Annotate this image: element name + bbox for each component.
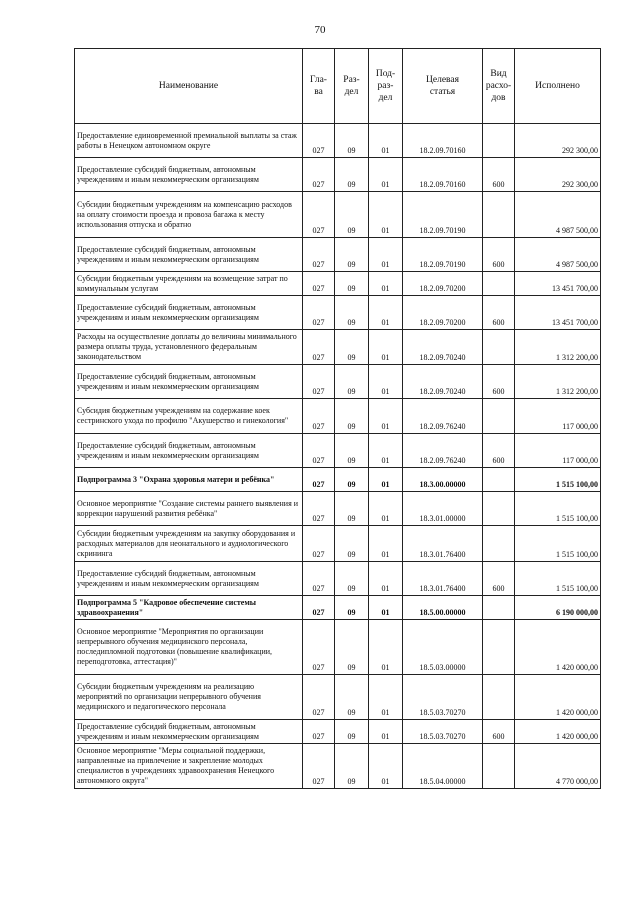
row-razdel: 09 (335, 158, 369, 192)
row-razdel: 09 (335, 675, 369, 720)
row-podrazdel: 01 (369, 434, 403, 468)
row-tselevaya: 18.5.03.70270 (403, 675, 483, 720)
row-tselevaya: 18.3.01.76400 (403, 526, 483, 562)
row-vid (483, 399, 515, 434)
row-name: Субсидии бюджетным учреждениям на реализацию мероприятий по организации непрерывного обучения медицинского и педагогического персонала (75, 675, 303, 720)
table-row (75, 399, 601, 434)
row-vid (483, 468, 515, 492)
row-amount: 292 300,00 (515, 158, 601, 192)
row-vid: 600 (483, 562, 515, 596)
row-podrazdel: 01 (369, 192, 403, 238)
table-row (75, 124, 601, 158)
row-tselevaya: 18.5.04.00000 (403, 744, 483, 789)
row-vid (483, 744, 515, 789)
row-glava: 027 (303, 720, 335, 744)
row-amount: 1 515 100,00 (515, 526, 601, 562)
row-razdel: 09 (335, 720, 369, 744)
row-razdel: 09 (335, 744, 369, 789)
table-row (75, 158, 601, 192)
row-podrazdel: 01 (369, 272, 403, 296)
row-vid: 600 (483, 720, 515, 744)
table-row (75, 272, 601, 296)
table-row (75, 330, 601, 365)
row-razdel: 09 (335, 562, 369, 596)
row-vid (483, 124, 515, 158)
row-razdel: 09 (335, 399, 369, 434)
row-podrazdel: 01 (369, 296, 403, 330)
row-name: Предоставление субсидий бюджетным, автономным учреждениям и иным некоммерческим организациям (75, 296, 303, 330)
table-row (75, 526, 601, 562)
row-glava: 027 (303, 158, 335, 192)
row-glava: 027 (303, 192, 335, 238)
row-glava: 027 (303, 296, 335, 330)
table-row (75, 296, 601, 330)
row-glava: 027 (303, 272, 335, 296)
row-amount: 1 515 100,00 (515, 562, 601, 596)
page-number: 70 (314, 24, 326, 36)
row-name: Предоставление субсидий бюджетным, автономным учреждениям и иным некоммерческим организациям (75, 720, 303, 744)
row-podrazdel: 01 (369, 675, 403, 720)
table-row (75, 720, 601, 744)
row-podrazdel: 01 (369, 399, 403, 434)
row-name: Субсидия бюджетным учреждениям на содержание коек сестринского ухода по профилю "Акушерство и гинекология" (75, 399, 303, 434)
row-podrazdel: 01 (369, 238, 403, 272)
row-tselevaya: 18.5.00.00000 (403, 596, 483, 620)
row-amount: 13 451 700,00 (515, 272, 601, 296)
row-name: Основное мероприятие "Мероприятия по организации непрерывного обучения медицинского персонала, последипломной подготовки (повышение квалификации, переподготовка, аттестация)" (75, 620, 303, 675)
row-name: Подпрограмма 5 "Кадровое обеспечение системы здравоохранения" (75, 596, 303, 620)
row-amount: 1 515 100,00 (515, 492, 601, 526)
row-vid (483, 620, 515, 675)
row-glava: 027 (303, 399, 335, 434)
table-row (75, 744, 601, 789)
row-tselevaya: 18.2.09.76240 (403, 434, 483, 468)
row-amount: 1 515 100,00 (515, 468, 601, 492)
row-razdel: 09 (335, 296, 369, 330)
row-name: Субсидии бюджетным учреждениям на компенсацию расходов на оплату стоимости проезда и провоза багажа к месту использования отпуска и обратно (75, 192, 303, 238)
row-vid (483, 192, 515, 238)
row-name: Предоставление субсидий бюджетным, автономным учреждениям и иным некоммерческим организациям (75, 365, 303, 399)
row-glava: 027 (303, 238, 335, 272)
header-tselevaya: Целевая статья (403, 49, 483, 124)
row-razdel: 09 (335, 330, 369, 365)
row-podrazdel: 01 (369, 744, 403, 789)
row-glava: 027 (303, 596, 335, 620)
row-name: Субсидии бюджетным учреждениям на возмещение затрат по коммунальным услугам (75, 272, 303, 296)
row-amount: 4 987 500,00 (515, 238, 601, 272)
table-header-row (75, 49, 601, 124)
row-tselevaya: 18.2.09.76240 (403, 399, 483, 434)
table-row (75, 492, 601, 526)
row-amount: 292 300,00 (515, 124, 601, 158)
row-glava: 027 (303, 365, 335, 399)
row-glava: 027 (303, 675, 335, 720)
row-amount: 1 312 200,00 (515, 330, 601, 365)
row-vid (483, 492, 515, 526)
row-tselevaya: 18.2.09.70190 (403, 238, 483, 272)
row-vid: 600 (483, 296, 515, 330)
row-podrazdel: 01 (369, 158, 403, 192)
row-tselevaya: 18.2.09.70160 (403, 158, 483, 192)
row-vid: 600 (483, 158, 515, 192)
row-glava: 027 (303, 744, 335, 789)
row-podrazdel: 01 (369, 492, 403, 526)
row-tselevaya: 18.2.09.70200 (403, 272, 483, 296)
table-row (75, 192, 601, 238)
header-podrazdel: Под- раз- дел (369, 49, 403, 124)
row-tselevaya: 18.2.09.70240 (403, 365, 483, 399)
row-amount: 1 420 000,00 (515, 620, 601, 675)
row-tselevaya: 18.2.09.70160 (403, 124, 483, 158)
row-amount: 117 000,00 (515, 399, 601, 434)
row-razdel: 09 (335, 468, 369, 492)
row-vid: 600 (483, 238, 515, 272)
row-name: Предоставление субсидий бюджетным, автономным учреждениям и иным некоммерческим организациям (75, 562, 303, 596)
row-podrazdel: 01 (369, 124, 403, 158)
row-glava: 027 (303, 526, 335, 562)
row-name: Расходы на осуществление доплаты до величины минимального размера оплаты труда, установленного федеральным законодательством (75, 330, 303, 365)
row-razdel: 09 (335, 272, 369, 296)
row-razdel: 09 (335, 526, 369, 562)
header-ispolneno: Исполнено (515, 49, 601, 124)
row-name: Предоставление субсидий бюджетным, автономным учреждениям и иным некоммерческим организациям (75, 434, 303, 468)
table-row (75, 238, 601, 272)
row-amount: 1 312 200,00 (515, 365, 601, 399)
row-amount: 13 451 700,00 (515, 296, 601, 330)
row-razdel: 09 (335, 238, 369, 272)
row-name: Подпрограмма 3 "Охрана здоровья матери и ребёнка" (75, 468, 303, 492)
header-name: Наименование (75, 49, 303, 124)
row-podrazdel: 01 (369, 526, 403, 562)
header-razdel: Раз- дел (335, 49, 369, 124)
row-razdel: 09 (335, 192, 369, 238)
row-podrazdel: 01 (369, 468, 403, 492)
row-glava: 027 (303, 330, 335, 365)
row-vid (483, 675, 515, 720)
budget-table (74, 48, 601, 789)
table-row (75, 562, 601, 596)
row-podrazdel: 01 (369, 365, 403, 399)
row-vid (483, 526, 515, 562)
row-tselevaya: 18.3.01.00000 (403, 492, 483, 526)
row-vid (483, 596, 515, 620)
row-tselevaya: 18.2.09.70190 (403, 192, 483, 238)
row-tselevaya: 18.3.01.76400 (403, 562, 483, 596)
row-podrazdel: 01 (369, 596, 403, 620)
row-glava: 027 (303, 434, 335, 468)
row-tselevaya: 18.2.09.70240 (403, 330, 483, 365)
row-name: Основное мероприятие "Создание системы раннего выявления и коррекции нарушений развития ребёнка" (75, 492, 303, 526)
row-razdel: 09 (335, 365, 369, 399)
row-amount: 117 000,00 (515, 434, 601, 468)
table-row (75, 434, 601, 468)
row-razdel: 09 (335, 434, 369, 468)
row-vid (483, 272, 515, 296)
row-name: Предоставление субсидий бюджетным, автономным учреждениям и иным некоммерческим организациям (75, 238, 303, 272)
table-row (75, 596, 601, 620)
row-amount: 4 987 500,00 (515, 192, 601, 238)
row-name: Субсидии бюджетным учреждениям на закупку оборудования и расходных материалов для неонатального и аудиологического скрининга (75, 526, 303, 562)
row-tselevaya: 18.5.03.00000 (403, 620, 483, 675)
row-amount: 1 420 000,00 (515, 675, 601, 720)
row-name: Предоставление единовременной премиальной выплаты за стаж работы в Ненецком автономном округе (75, 124, 303, 158)
row-podrazdel: 01 (369, 620, 403, 675)
row-glava: 027 (303, 468, 335, 492)
row-glava: 027 (303, 562, 335, 596)
table-row (75, 620, 601, 675)
row-tselevaya: 18.2.09.70200 (403, 296, 483, 330)
row-amount: 1 420 000,00 (515, 720, 601, 744)
row-vid: 600 (483, 365, 515, 399)
row-vid: 600 (483, 434, 515, 468)
table-row (75, 468, 601, 492)
row-razdel: 09 (335, 620, 369, 675)
row-tselevaya: 18.3.00.00000 (403, 468, 483, 492)
row-vid (483, 330, 515, 365)
row-amount: 4 770 000,00 (515, 744, 601, 789)
row-glava: 027 (303, 492, 335, 526)
table-row (75, 675, 601, 720)
row-podrazdel: 01 (369, 720, 403, 744)
header-glava: Гла- ва (303, 49, 335, 124)
row-glava: 027 (303, 620, 335, 675)
row-razdel: 09 (335, 596, 369, 620)
row-podrazdel: 01 (369, 562, 403, 596)
row-razdel: 09 (335, 492, 369, 526)
table-row (75, 365, 601, 399)
row-podrazdel: 01 (369, 330, 403, 365)
row-glava: 027 (303, 124, 335, 158)
header-vid: Вид расхо- дов (483, 49, 515, 124)
row-name: Основное мероприятие "Меры социальной поддержки, направленные на привлечение и закрепление молодых специалистов в учреждениях здравоохранения Ненецкого автономного округа" (75, 744, 303, 789)
row-name: Предоставление субсидий бюджетным, автономным учреждениям и иным некоммерческим организациям (75, 158, 303, 192)
row-razdel: 09 (335, 124, 369, 158)
row-amount: 6 190 000,00 (515, 596, 601, 620)
row-tselevaya: 18.5.03.70270 (403, 720, 483, 744)
